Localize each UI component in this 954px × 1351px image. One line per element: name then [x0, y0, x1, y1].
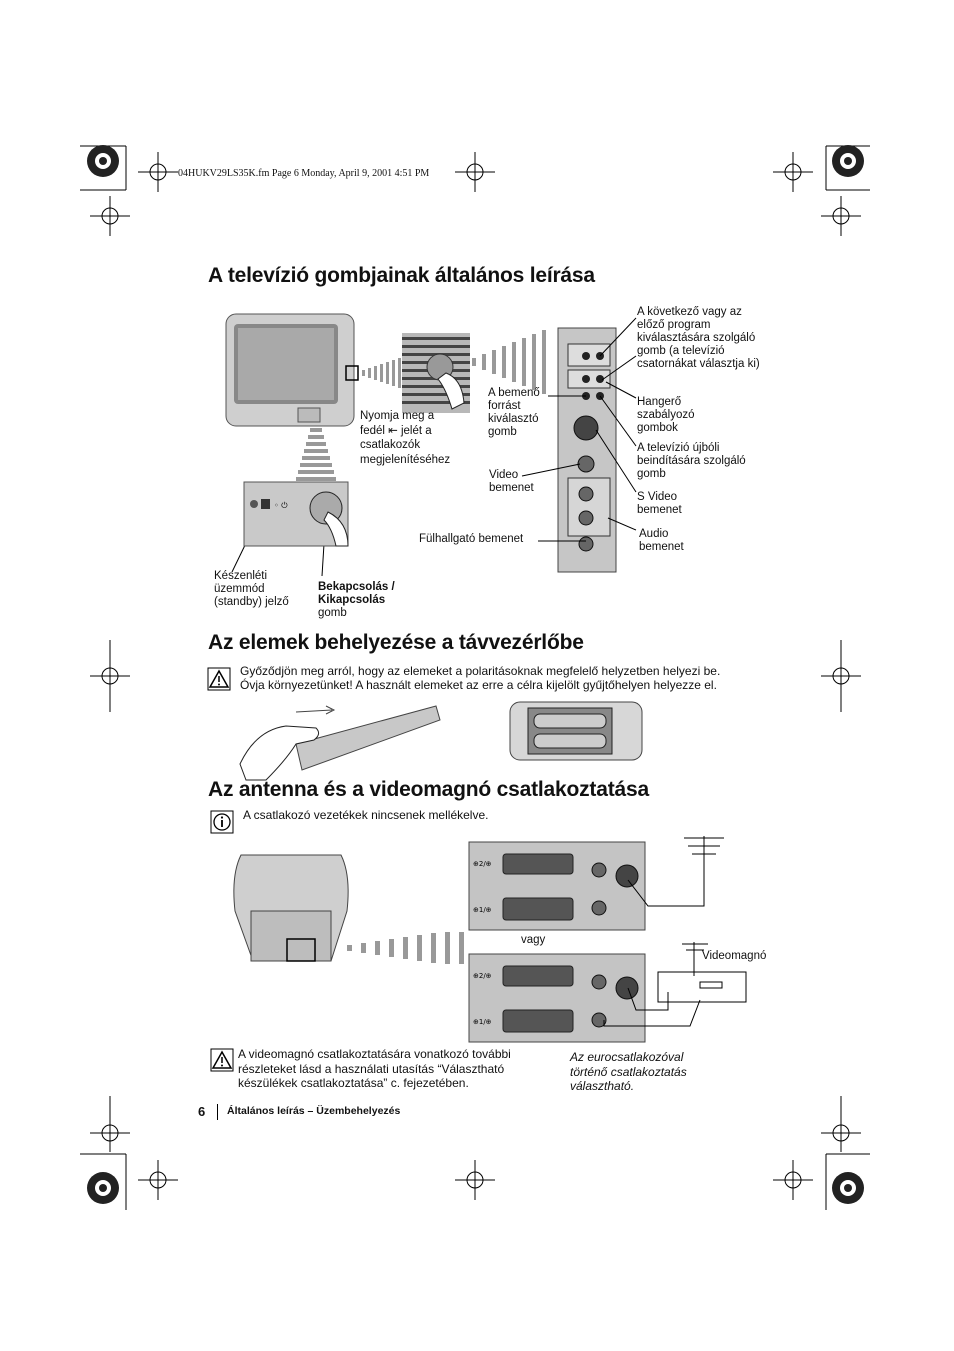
cables-not-included: A csatlakozó vezetékek nincsenek mellékelve. [243, 808, 489, 822]
label-audio-in: Audio bemenet [639, 528, 684, 553]
svg-text:⊕1/⊕: ⊕1/⊕ [473, 1018, 492, 1026]
label-svideo-in: S Video bemenet [637, 491, 682, 516]
vcr-label: Videomagnó [702, 950, 767, 962]
label-video-in: Video bemenet [489, 469, 534, 494]
label-volume: Hangerő szabályozó gombok [637, 396, 695, 434]
section-title-antenna: Az antenna és a videomagnó csatlakoztatása [208, 778, 649, 801]
label-power: Bekapcsolás / Kikapcsolás gomb [318, 581, 395, 619]
label-headphone-in: Fülhallgató bemenet [419, 533, 524, 545]
or-label: vagy [521, 934, 546, 946]
footer-section: Általános leírás – Üzembehelyezés [227, 1105, 401, 1117]
svg-text:⊕2/⊕: ⊕2/⊕ [473, 860, 492, 868]
svg-text:⊕2/⊕: ⊕2/⊕ [473, 972, 492, 980]
label-standby: Készenléti üzemmód (standby) jelző [214, 570, 289, 608]
label-restart: A televízió újbóli beindítására szolgáló gomb [637, 442, 746, 480]
footer-divider [217, 1104, 218, 1120]
vcr-warning: A videomagnó csatlakoztatására vonatkozó további részleteket lásd a használati utasítás “Választható készülékek csatlakoztatása” c. fejezetében. [238, 1047, 511, 1090]
label-press-door: Nyomja meg a fedél ⇤ jelét a csatlakozók megjelenítéséhez [360, 410, 451, 466]
svg-text:⊕1/⊕: ⊕1/⊕ [473, 906, 492, 914]
scart-note: Az eurocsatlakozóval történő csatlakoztatás választható. [570, 1050, 687, 1093]
door-symbol-icon: ⇤ [388, 424, 398, 437]
label-next-prev: A következő vagy az előző program kiválasztására szolgáló gomb (a televízió csatornákat választja ki) [637, 306, 760, 370]
section-title-batteries: Az elemek behelyezése a távvezérlőbe [208, 631, 584, 654]
svg-text:◦ ⏻: ◦ ⏻ [274, 501, 288, 510]
section-title-controls: A televízió gombjainak általános leírása [208, 264, 595, 287]
page-number: 6 [198, 1104, 206, 1119]
battery-warning: Győződjön meg arról, hogy az elemeket a polaritásoknak megfelelő helyzetben helyezi be. Óvja környezetünket! A használt elemeket az erre a célra kijelölt gyűjtőhelyen helyezze el. [240, 664, 721, 692]
label-input-select: A bemenő forrást kiválasztó gomb [488, 387, 540, 438]
file-header: 04HUKV29LS35K.fm Page 6 Monday, April 9, 2001 4:51 PM [178, 168, 430, 179]
